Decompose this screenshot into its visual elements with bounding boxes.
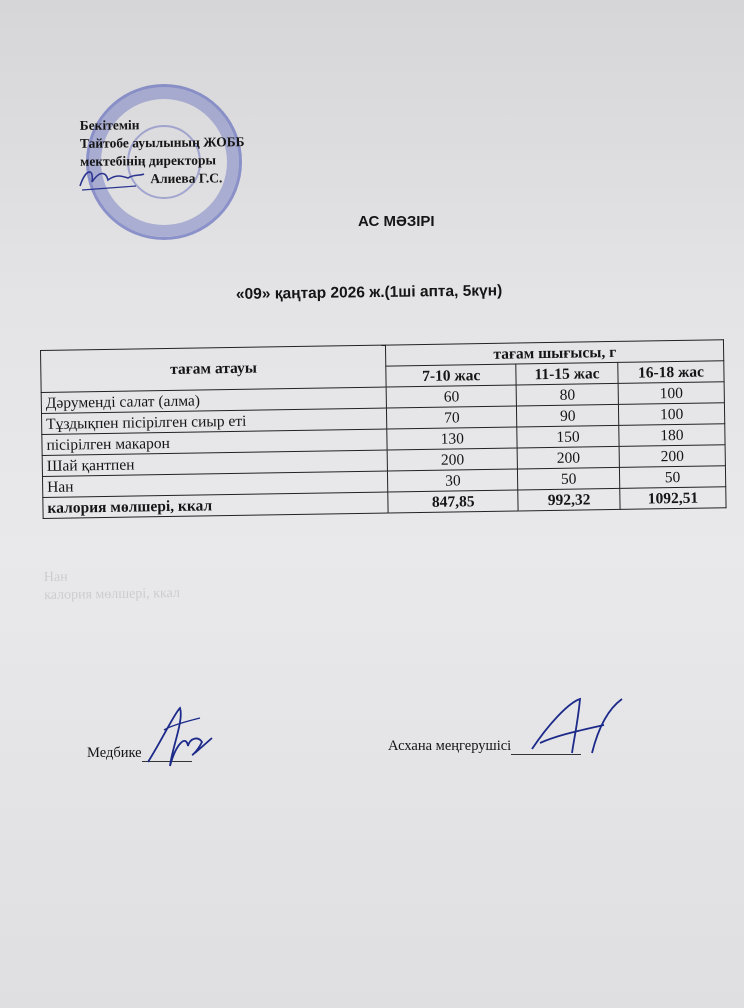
portion-value: 80 — [516, 383, 618, 406]
calorie-label: калория мөлшері, ккал — [43, 492, 389, 518]
header-age-7-10: 7-10 жас — [386, 364, 516, 387]
portion-value: 200 — [517, 446, 619, 469]
bleed-through-text — [44, 567, 180, 605]
nurse-signature — [140, 700, 220, 775]
bleed-line-1: Нан — [43, 569, 68, 586]
menu-table — [40, 339, 727, 519]
portion-value: 100 — [618, 382, 724, 405]
approval-line-1: Бекітемін — [79, 117, 140, 133]
portion-value: 180 — [619, 424, 725, 447]
calorie-value: 1092,51 — [620, 487, 726, 510]
portion-value: 150 — [517, 425, 619, 448]
dish-name: Шай қантпен — [42, 450, 388, 476]
portion-value: 200 — [619, 445, 725, 468]
header-age-16-18: 16-18 жас — [618, 361, 724, 384]
header-age-11-15: 11-15 жас — [516, 362, 618, 385]
portion-value: 30 — [388, 469, 518, 492]
portion-value: 90 — [517, 404, 619, 427]
header-dish-name: тағам атауы — [41, 345, 387, 392]
approval-line-3: мектебінің директоры — [80, 152, 217, 169]
portion-value: 50 — [619, 466, 725, 489]
calorie-value: 992,32 — [518, 488, 620, 511]
portion-value: 130 — [387, 427, 517, 450]
page-title: АС МӘЗІРІ — [358, 213, 435, 230]
bleed-line-2: калория мөлшері, ккал — [44, 585, 181, 604]
menu-date: «09» қаңтар 2026 ж.(1ші апта, 5күн) — [235, 282, 503, 303]
dish-name: Дәруменді салат (алма) — [41, 387, 387, 413]
portion-value: 60 — [387, 385, 517, 408]
header-portion-output: тағам шығысы, г — [386, 340, 724, 366]
dish-name: Нан — [42, 471, 388, 497]
nurse-label: Медбике — [87, 745, 142, 761]
director-signature — [76, 164, 146, 194]
portion-value: 200 — [388, 448, 518, 471]
dish-name: пісірілген макарон — [42, 429, 388, 455]
director-name: Алиева Г.С. — [150, 170, 223, 187]
portion-value: 100 — [619, 403, 725, 426]
portion-value: 70 — [387, 406, 517, 429]
approval-line-2: Тайтобе ауылының ЖОББ — [79, 134, 245, 151]
calorie-value: 847,85 — [388, 490, 518, 513]
canteen-manager-label: Асхана меңгерушісі — [388, 738, 512, 754]
portion-value: 50 — [518, 467, 620, 490]
dish-name: Тұздықпен пісірілген сиыр еті — [41, 408, 387, 434]
canteen-manager-signature — [528, 695, 628, 760]
